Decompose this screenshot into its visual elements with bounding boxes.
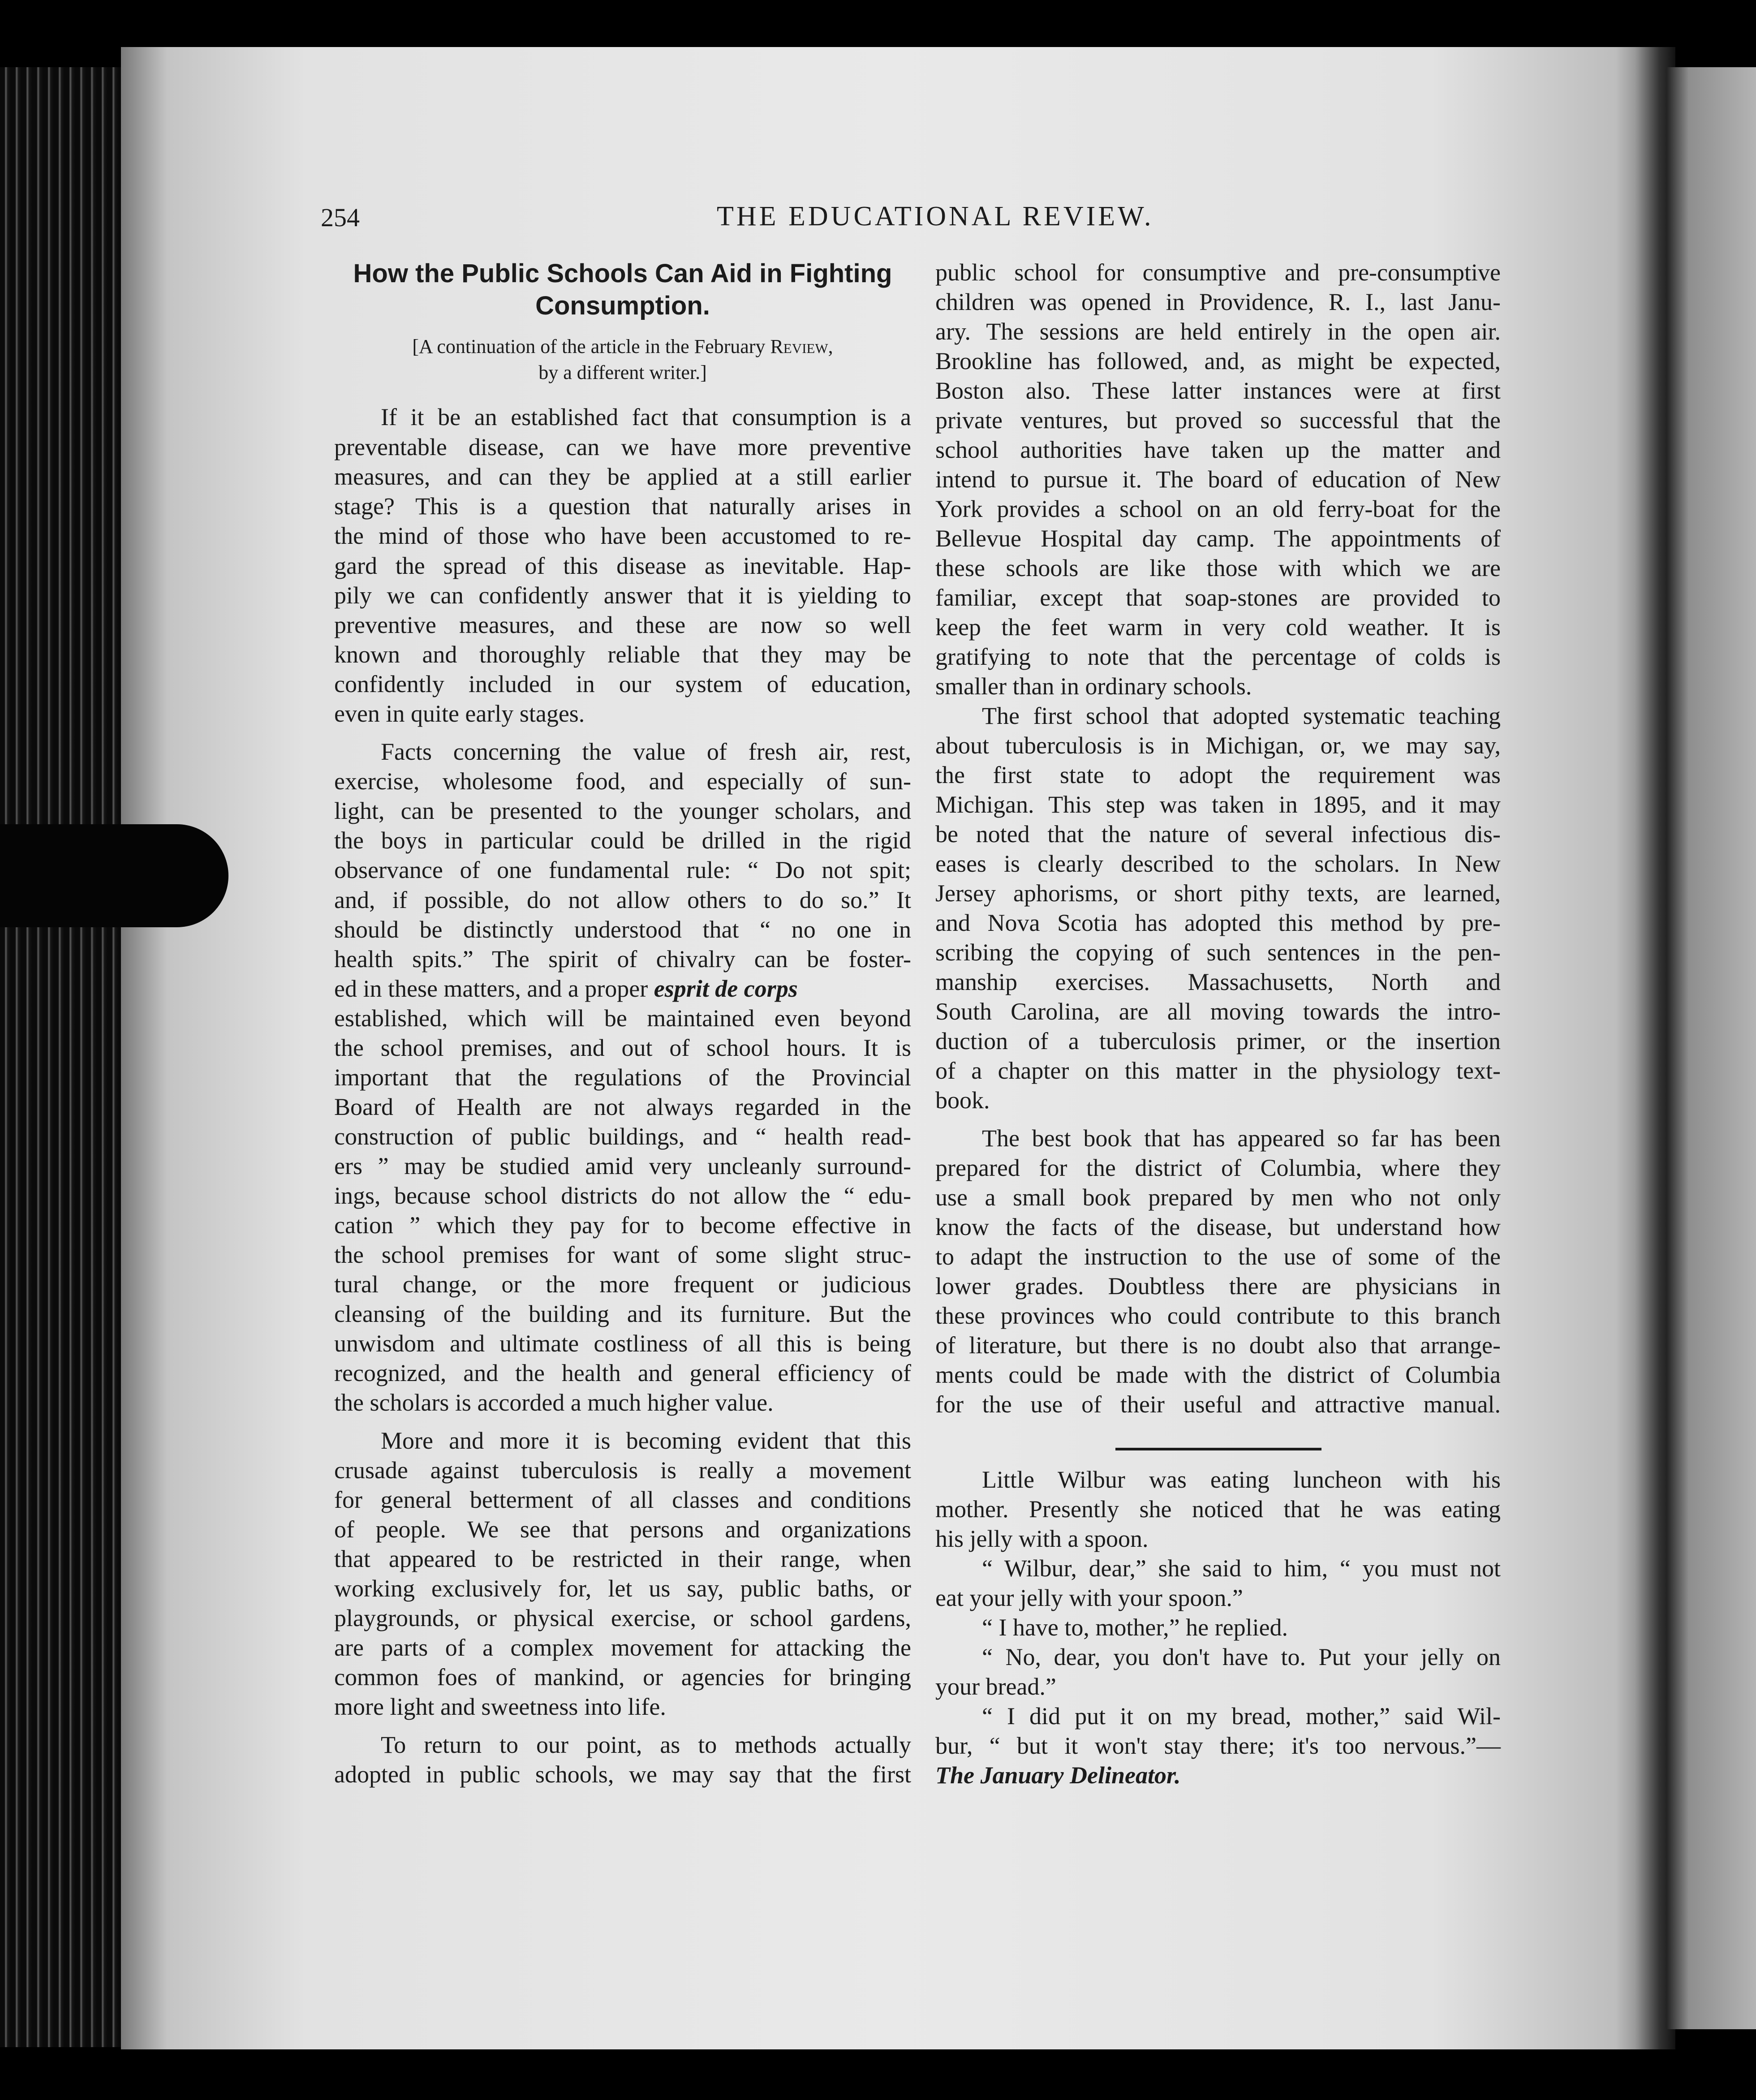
text-line: ings, because school districts do not allow the “ edu-	[334, 1182, 911, 1209]
text-line: confidently included in our system of education,	[334, 671, 911, 697]
text-line: smaller than in ordinary schools.	[935, 673, 1252, 700]
text-line: ary. The sessions are held entirely in the open air.	[935, 318, 1501, 345]
text-line: mother. Presently she noticed that he was eating	[935, 1496, 1501, 1523]
text-line: exercise, wholesome food, and especially of sun-	[334, 768, 911, 795]
page-number: 254	[321, 203, 360, 232]
italic-phrase: The January Delineator.	[935, 1762, 1181, 1789]
text-line: York provides a school on an old ferry-boat for the	[935, 495, 1501, 522]
text-line: his jelly with a spoon.	[935, 1525, 1149, 1552]
text-line: eases is clearly described to the scholars. In New	[935, 850, 1501, 877]
text-line: common foes of mankind, or agencies for bringing	[334, 1664, 911, 1691]
editor-note	[339, 334, 907, 386]
text-line: are parts of a complex movement for attacking the	[334, 1634, 911, 1661]
text-line: for general betterment of all classes and conditions	[334, 1486, 911, 1513]
anecdote-source	[935, 1760, 1501, 1790]
text-line: use a small book prepared by men who not only	[935, 1184, 1501, 1211]
text-line: construction of public buildings, and “ health read-	[334, 1123, 911, 1150]
text-line: ments could be made with the district of Columbia	[935, 1361, 1501, 1388]
text-line: children was opened in Providence, R. I., last Janu-	[935, 288, 1501, 315]
text-line: ers ” may be studied amid very uncleanly surround-	[334, 1153, 911, 1179]
text-line: unwisdom and ultimate costliness of all this is being	[334, 1330, 911, 1357]
text-line: the school premises, and out of school hours. It is	[334, 1034, 911, 1061]
text-line: for the use of their useful and attractive manual.	[935, 1391, 1501, 1418]
text-line: and Nova Scotia has adopted this method by pre-	[935, 909, 1501, 936]
page-edges	[0, 67, 130, 2047]
text-line: lower grades. Doubtless there are physicians in	[935, 1273, 1501, 1300]
text-line: pily we can confidently answer that it is yielding to	[334, 582, 911, 609]
text-line: cleansing of the building and its furniture. But the	[334, 1300, 911, 1327]
text-line: manship exercises. Massachusetts, North and	[935, 968, 1501, 995]
text-line: even in quite early stages.	[334, 700, 585, 727]
text-line: keep the feet warm in very cold weather. It is	[935, 614, 1501, 641]
text-line: crusade against tuberculosis is really a movement	[334, 1457, 911, 1484]
text-line: about tuberculosis is in Michigan, or, we may say,	[935, 732, 1501, 759]
text-line: be noted that the nature of several infectious dis-	[935, 821, 1501, 848]
text-line: of a chapter on this matter in the physiology text-	[935, 1057, 1501, 1084]
title-line: How the Public Schools Can Aid in Fighting	[353, 259, 892, 288]
text-line: the first state to adopt the requirement was	[935, 762, 1501, 788]
text-line: preventive measures, and these are now so well	[334, 611, 911, 638]
text-line: health spits.” The spirit of chivalry can be foster-	[334, 946, 911, 973]
text-line: The first school that adopted systematic teaching	[982, 702, 1501, 729]
text-line: South Carolina, are all moving towards the intro-	[935, 998, 1501, 1025]
text-line: “ Wilbur, dear,” she said to him, “ you must not	[982, 1555, 1501, 1582]
italic-phrase: esprit de corps	[654, 975, 798, 1002]
text-line: Boston also. These latter instances were at first	[935, 377, 1501, 404]
text-line: your bread.”	[935, 1673, 1056, 1700]
text-line: working exclusively for, let us say, public baths, or	[334, 1575, 911, 1602]
text-line: intend to pursue it. The board of education of New	[935, 466, 1501, 493]
article-title	[334, 258, 911, 322]
text-line: Jersey aphorisms, or short pithy texts, are learned,	[935, 880, 1501, 907]
text-line: bur, “ but it won't stay there; it's too nervous.”—	[935, 1732, 1501, 1759]
text-line: gratifying to note that the percentage of colds is	[935, 643, 1501, 670]
text-line: measures, and can they be applied at a still earlier	[334, 463, 911, 490]
text-line: these provinces who could contribute to this branch	[935, 1302, 1501, 1329]
text-line: cation ” which they pay for to become effective in	[334, 1212, 911, 1239]
text-line: of literature, but there is no doubt also that arrange-	[935, 1332, 1501, 1359]
text-line: important that the regulations of the Provincial	[334, 1064, 911, 1091]
text-line: public school for consumptive and pre-consumptive	[935, 259, 1501, 286]
text-line: familiar, except that soap-stones are provided to	[935, 584, 1501, 611]
text-line: more light and sweetness into life.	[334, 1693, 666, 1720]
text-line: know the facts of the disease, but understand how	[935, 1214, 1501, 1240]
text-line: the scholars is accorded a much higher value.	[334, 1389, 774, 1416]
text-line: Board of Health are not always regarded in the	[334, 1093, 911, 1120]
text-line: established, which will be maintained even beyond	[334, 1005, 911, 1032]
text-line: and, if possible, do not allow others to do so.” It	[334, 886, 911, 913]
text-line: school authorities have taken up the matter and	[935, 436, 1501, 463]
text-line: “ No, dear, you don't have to. Put your jelly on	[982, 1644, 1501, 1670]
text-line: Michigan. This step was taken in 1895, and it may	[935, 791, 1501, 818]
text-line: the boys in particular could be drilled in the rigid	[334, 827, 911, 854]
text-line: preventable disease, can we have more preventive	[334, 434, 911, 460]
text-line: “ I have to, mother,” he replied.	[982, 1614, 1288, 1641]
text-line: these schools are like those with which we are	[935, 555, 1501, 581]
text-line: the school premises for want of some slight struc-	[334, 1241, 911, 1268]
text-line: to adapt the instruction to the use of some of the	[935, 1243, 1501, 1270]
text-line: private ventures, but proved so successful that the	[935, 407, 1501, 434]
text-line: adopted in public schools, we may say that the first	[334, 1761, 911, 1788]
text-line: recognized, and the health and general efficiency of	[334, 1360, 911, 1386]
text-line: To return to our point, as to methods actually	[381, 1731, 911, 1758]
text-line: duction of a tuberculosis primer, or the insertion	[935, 1028, 1501, 1054]
text-line: light, can be presented to the younger scholars, and	[334, 797, 911, 824]
text-line: Facts concerning the value of fresh air, rest,	[381, 738, 911, 765]
text-line: book.	[935, 1087, 990, 1114]
text-line: prepared for the district of Columbia, where they	[935, 1154, 1501, 1181]
text-line: known and thoroughly reliable that they may be	[334, 641, 911, 668]
title-line: Consumption.	[535, 291, 710, 320]
note-line: by a different writer.]	[538, 361, 707, 383]
text-line: of people. We see that persons and organizations	[334, 1516, 911, 1543]
text-line: Bellevue Hospital day camp. The appointments of	[935, 525, 1501, 552]
text-line: More and more it is becoming evident that this	[381, 1427, 911, 1454]
text-line: The best book that has appeared so far has been	[982, 1125, 1501, 1152]
text-line: should be distinctly understood that “ no one in	[334, 916, 911, 943]
running-head: THE EDUCATIONAL REVIEW.	[717, 201, 1154, 232]
text-line: If it be an established fact that consumption is a	[381, 404, 911, 430]
next-page-edge	[1666, 67, 1756, 2029]
text-line: gard the spread of this disease as inevitable. Hap-	[334, 552, 911, 579]
note-line: [A continuation of the article in the February Review,	[412, 336, 833, 357]
section-rule	[1115, 1448, 1321, 1450]
text-line: eat your jelly with your spoon.”	[935, 1584, 1243, 1611]
finger-silhouette	[0, 824, 228, 927]
text-line: scribing the copying of such sentences in the pen-	[935, 939, 1501, 966]
text-line: Brookline has followed, and, as might be expected,	[935, 348, 1501, 374]
text-line: ed in these matters, and a proper esprit de corps	[334, 975, 798, 1002]
text-line: tural change, or the more frequent or judicious	[334, 1271, 911, 1298]
text-line: observance of one fundamental rule: “ Do not spit;	[334, 856, 911, 883]
text-line: that appeared to be restricted in their range, when	[334, 1545, 911, 1572]
text-line: stage? This is a question that naturally arises in	[334, 493, 911, 520]
text-line: Little Wilbur was eating luncheon with his	[982, 1466, 1501, 1493]
text-line: “ I did put it on my bread, mother,” said Wil-	[982, 1703, 1501, 1730]
text-line: playgrounds, or physical exercise, or school gardens,	[334, 1605, 911, 1631]
text-line: the mind of those who have been accustomed to re-	[334, 522, 911, 549]
